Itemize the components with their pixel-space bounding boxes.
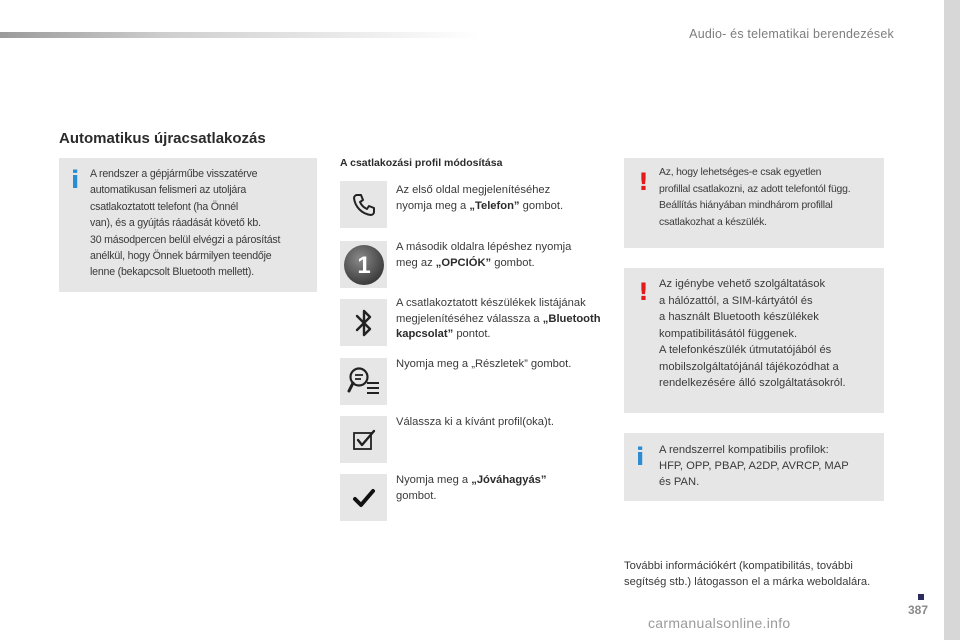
step-6-text: Nyomja meg a „Jóváhagyás” gombot. [396,474,547,502]
step-1-text: Az első oldal megjelenítéséhez nyomja meg a „Telefon” gombot. [396,184,564,212]
phone-button-box [340,181,387,228]
info-icon: i [71,166,80,194]
chapter-title: Audio- és telematikai berendezések [689,27,894,41]
step-4-text: Nyomja meg a „Részletek” gombot. [396,358,572,370]
page-edge-strip [944,0,960,640]
warning-text: Az igénybe vehető szolgáltatások a hálózattól, a SIM-kártyától és a használt Bluetooth készülékek kompatibilitásától függenek. A telefonkészülék útmutatójából és mobilszolgáltatójánál tájékozódhat a rendelkezésére álló szolgáltatásokról. [659,278,846,389]
page-marker [918,594,924,600]
info-box-profiles [624,433,884,501]
profile-section-title: A csatlakozási profil módosítása [340,157,503,169]
details-button-box [340,358,387,405]
phone-icon [351,192,377,218]
step-5-text: Válassza ki a kívánt profil(oka)t. [396,416,554,428]
warning-icon: ! [638,278,649,306]
number-one-icon [342,243,386,287]
section-title: Automatikus újracsatlakozás [59,130,266,147]
options-number-box [340,241,387,288]
header-gradient-bar [0,32,480,38]
warning-text: Az, hogy lehetséges-e csak egyetlen profillal csatlakozni, az adott telefontól függ. Beállítás hiányában mindhárom profillal csatlakozhat a készülék. [659,167,851,228]
svg-text:1: 1 [356,251,371,279]
info-text: A rendszerrel kompatibilis profilok: HFP, OPP, PBAP, A2DP, AVRCP, MAP és PAN. [659,444,849,488]
info-box-reconnect [59,158,317,292]
warning-box-single-profile [624,158,884,248]
info-icon: i [636,443,645,471]
details-search-icon [347,365,381,399]
watermark-text: carmanualsonline.info [648,615,791,631]
checkmark-icon [351,485,377,511]
checkbox-icon [351,427,377,453]
info-text: A rendszer a gépjárműbe visszatérve automatikusan felismeri az utoljára csatlakoztatott telefont (ha Önnél van), és a gyújtás ráadását követő kb. 30 másodpercen belül elvégzi a párosítást anélkül, hogy Önnek bármilyen teendője lenne (bekapcsolt Bluetooth mellett). [90,168,281,279]
bluetooth-icon [353,308,375,338]
warning-box-services [624,268,884,413]
select-profile-box [340,416,387,463]
bluetooth-button-box [340,299,387,346]
footer-note: További információkért (kompatibilitás, további segítség stb.) látogasson el a márka weboldalára. [624,560,871,588]
step-2-text: A második oldalra lépéshez nyomja meg az „OPCIÓK” gombot. [396,241,572,269]
page-number: 387 [908,603,929,617]
confirm-button-box [340,474,387,521]
warning-icon: ! [638,168,649,196]
step-3-text: A csatlakoztatott készülékek listájának megjelenítéséhez válassza a „Bluetooth kapcsolat” pontot. [396,297,601,340]
